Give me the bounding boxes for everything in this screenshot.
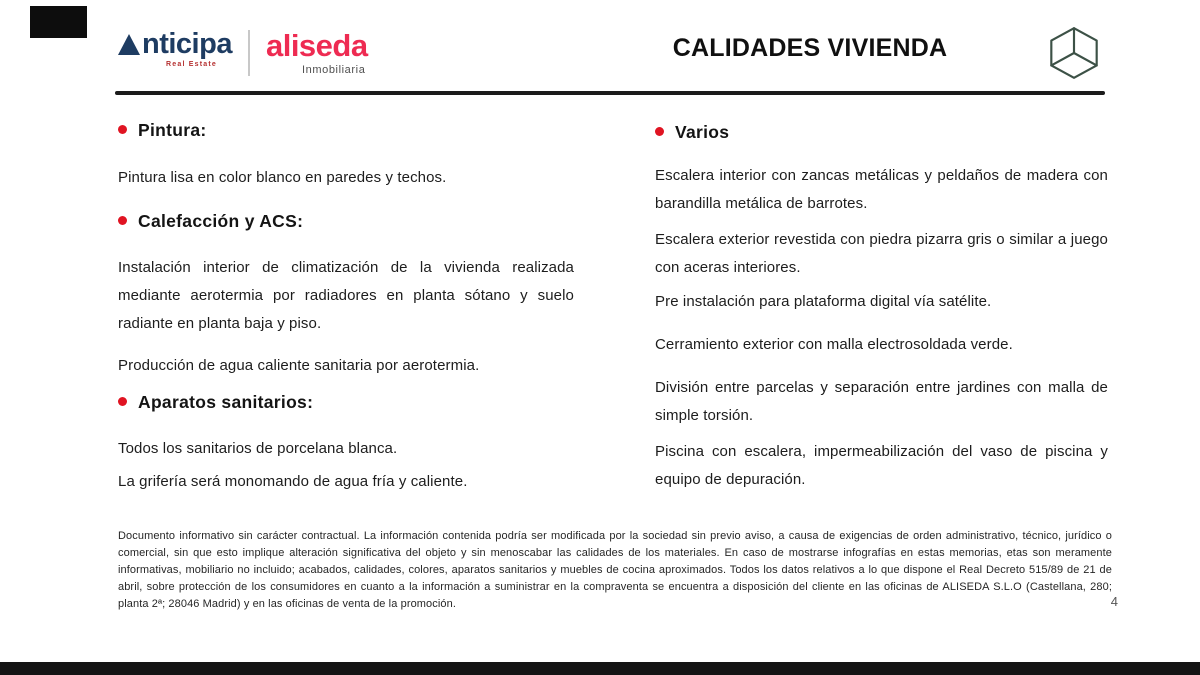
- legal-disclaimer: Documento informativo sin carácter contractual. La información contenida podría ser modificada por la sociedad sin previo aviso, a causa de exigencias de orden administrativo, técnico, jurídico o comercial, sin que esto implique alteración significativa del objeto y sin menoscabar las calidades de los materiales. En caso de mostrarse infografías en estas memorias, etas son meramente informativas, mobiliario no incluido; acabados, calidades, colores, aparatos sanitarios y muebles de cocina aproximados. Todos los datos relativos a lo que dispone el Real Decreto 515/89 de 21 de abril, sobre protección de los consumidores en cuanto a la información a suministrar en la compraventa se encuentra a disposición del cliente en las oficinas de ALISEDA S.L.O (Castellana, 280; planta 2ª; 28046 Madrid) y en las oficinas de venta de la promoción.: [118, 530, 1112, 610]
- wireframe-cube-icon: [1046, 26, 1102, 80]
- body-paragraph: Todos los sanitarios de porcelana blanca.: [118, 440, 398, 457]
- body-paragraph: Cerramiento exterior con malla electrosoldada verde.: [655, 336, 1013, 353]
- body-paragraph: División entre parcelas y separación entre jardines con malla de simple torsión.: [655, 379, 1108, 424]
- body-paragraph: Producción de agua caliente sanitaria por aerotermia.: [118, 357, 480, 374]
- section-heading-label: Pintura:: [138, 120, 207, 140]
- bottom-black-bar: [0, 662, 1200, 675]
- section-heading-label: Varios: [675, 122, 730, 142]
- section-pintura: [118, 119, 574, 192]
- body-paragraph: Escalera interior con zancas metálicas y peldaños de madera con barandilla metálica de barrotes.: [655, 167, 1108, 212]
- aliseda-name: aliseda: [265, 28, 368, 63]
- logo-divider: [248, 30, 250, 76]
- body-paragraph: Instalación interior de climatización de la vivienda realizada mediante aerotermia por radiadores en planta sótano y suelo radiante en planta baja y piso.: [118, 259, 574, 332]
- page-number: 4: [1110, 594, 1118, 609]
- red-bullet-icon: [655, 127, 664, 136]
- aliseda-subtitle: Inmobiliaria: [301, 64, 366, 76]
- top-left-black-marker: [30, 6, 87, 38]
- header-rule: [115, 91, 1105, 95]
- red-bullet-icon: [118, 125, 127, 134]
- body-paragraph: Escalera exterior revestida con piedra pizarra gris o similar a juego con aceras interiores.: [655, 231, 1108, 276]
- page-title: CALIDADES VIVIENDA: [672, 34, 948, 62]
- red-bullet-icon: [118, 216, 127, 225]
- anticipa-subtitle: Real Estate: [166, 61, 217, 68]
- section-varios: [655, 121, 1108, 494]
- section-heading: [655, 121, 1108, 143]
- aliseda-logo: [266, 30, 368, 76]
- anticipa-wordmark: [118, 30, 232, 59]
- logo-group: [118, 30, 368, 76]
- section-heading-label: Calefacción y ACS:: [138, 211, 304, 231]
- right-column: [655, 105, 1108, 494]
- body-paragraph: Pintura lisa en color blanco en paredes y techos.: [118, 169, 447, 186]
- anticipa-triangle-a-icon: [118, 34, 140, 55]
- section-aparatos-sanitarios: [118, 391, 574, 496]
- body-paragraph: Pre instalación para plataforma digital vía satélite.: [655, 293, 992, 310]
- anticipa-logo: [118, 30, 232, 68]
- section-heading: [118, 210, 574, 232]
- red-bullet-icon: [118, 397, 127, 406]
- body-paragraph: Piscina con escalera, impermeabilización del vaso de piscina y equipo de depuración.: [655, 443, 1108, 488]
- section-heading: [118, 391, 574, 413]
- anticipa-name: nticipa: [142, 28, 232, 60]
- section-heading: [118, 119, 574, 141]
- left-column: [118, 105, 574, 496]
- body-paragraph: La grifería será monomando de agua fría y caliente.: [118, 473, 468, 490]
- section-calefaccion-acs: [118, 210, 574, 380]
- section-heading-label: Aparatos sanitarios:: [138, 392, 314, 412]
